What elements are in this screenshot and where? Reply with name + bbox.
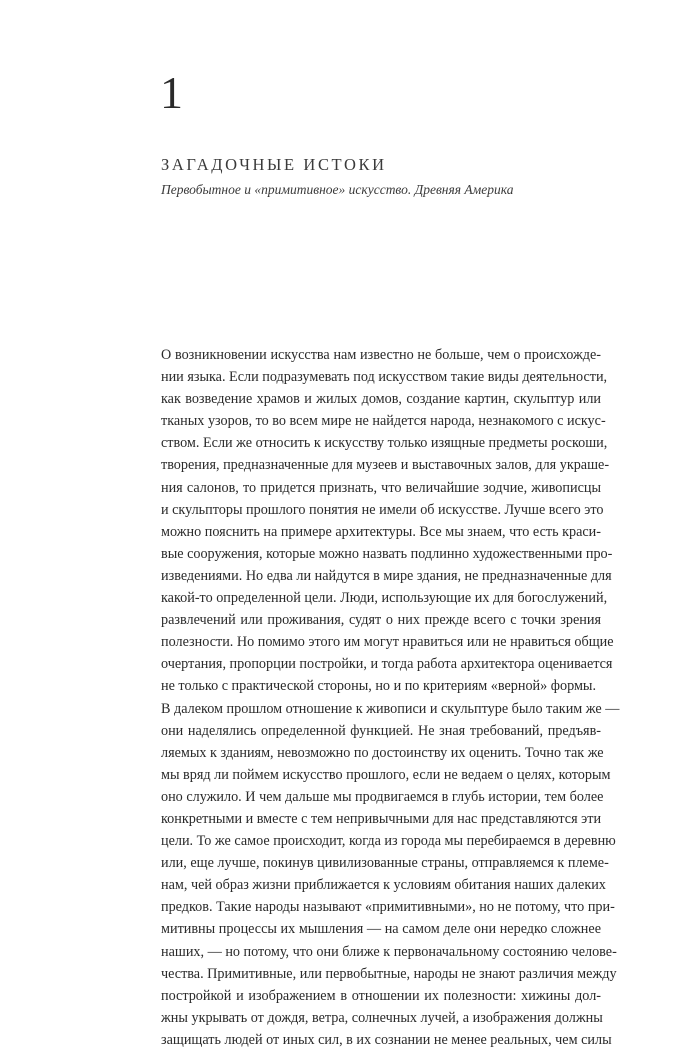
body-text	[161, 344, 620, 1051]
text-line: цели. То же самое происходит, когда из города мы перебираемся в деревню	[161, 833, 616, 850]
chapter-number: 1	[160, 67, 183, 118]
text-line: конкретными и вместе с тем непривычными для нас представляются эти	[161, 810, 602, 827]
text-line: очертания, пропорции постройки, и тогда работа архитектора оценивается	[161, 656, 613, 673]
text-line: не только с практической стороны, но и по критериям «верной» формы.	[161, 678, 597, 695]
text-line: постройкой и изображением в отношении их полезности: хижины дол-	[161, 987, 601, 1004]
text-line: они наделялись определенной функцией. Не зная требований, предъяв-	[161, 722, 601, 739]
chapter-title: ЗАГАДОЧНЫЕ ИСТОКИ	[161, 155, 387, 174]
text-line: нам, чей образ жизни приближается к условиям обитания наших далеких	[161, 877, 606, 894]
text-line: вые сооружения, которые можно назвать подлинно художественными про-	[161, 545, 613, 562]
text-line: нии языка. Если подразумевать под искусством такие виды деятельности,	[161, 369, 608, 386]
text-line: творения, предназначенные для музеев и выставочных залов, для украше-	[161, 457, 610, 474]
text-line: защищать людей от иных сил, в их сознании не менее реальных, чем силы	[161, 1031, 612, 1048]
text-line: какой-то определенной цели. Люди, использующие их для богослужений,	[161, 590, 608, 607]
text-line: тканых узоров, то во всем мире не найдется народа, незнакомого с искус-	[161, 413, 606, 430]
text-line: и скульпторы прошлого понятия не имели об искусстве. Лучше всего это	[161, 501, 604, 518]
text-line: развлечений или проживания, судят о них прежде всего с точки зрения	[161, 612, 601, 629]
text-line: ния салонов, то придется признать, что величайшие зодчие, живописцы	[161, 479, 601, 496]
text-line: можно пояснить на примере архитектуры. Все мы знаем, что есть краси-	[161, 523, 601, 540]
text-line: чества. Примитивные, или первобытные, народы не знают различия между	[161, 965, 617, 982]
text-line: наших, — но потому, что они ближе к первоначальному состоянию челове-	[161, 943, 617, 960]
text-line: или, еще лучше, покинув цивилизованные страны, отправляемся к племе-	[161, 855, 609, 872]
text-line: как возведение храмов и жилых домов, создание картин, скульптур или	[161, 391, 601, 408]
text-line: предков. Такие народы называют «примитивными», но не потому, что при-	[161, 899, 615, 916]
text-line: оно служило. И чем дальше мы продвигаемся в глубь истории, тем более	[161, 788, 604, 805]
text-line: митивны процессы их мышления — на самом деле они нередко сложнее	[161, 921, 601, 938]
text-line: О возникновении искусства нам известно не больше, чем о происхожде-	[161, 347, 601, 363]
chapter-subtitle: Первобытное и «примитивное» искусство. Древняя Америка	[161, 182, 514, 197]
text-line: жны укрывать от дождя, ветра, солнечных лучей, а изображения должны	[161, 1009, 603, 1026]
text-line: ством. Если же относить к искусству только изящные предметы роскоши,	[161, 435, 608, 452]
text-line: ляемых к зданиям, невозможно по достоинству их оценить. Точно так же	[161, 744, 604, 761]
text-line: В далеком прошлом отношение к живописи и скульптуре было таким же —	[161, 700, 620, 717]
text-line: полезности. Но помимо этого им могут нравиться или не нравиться общие	[161, 634, 614, 651]
text-line: мы вряд ли поймем искусство прошлого, если не ведаем о целях, которым	[161, 766, 611, 783]
text-line: изведениями. Но едва ли найдутся в мире здания, не предназначенные для	[161, 567, 612, 584]
